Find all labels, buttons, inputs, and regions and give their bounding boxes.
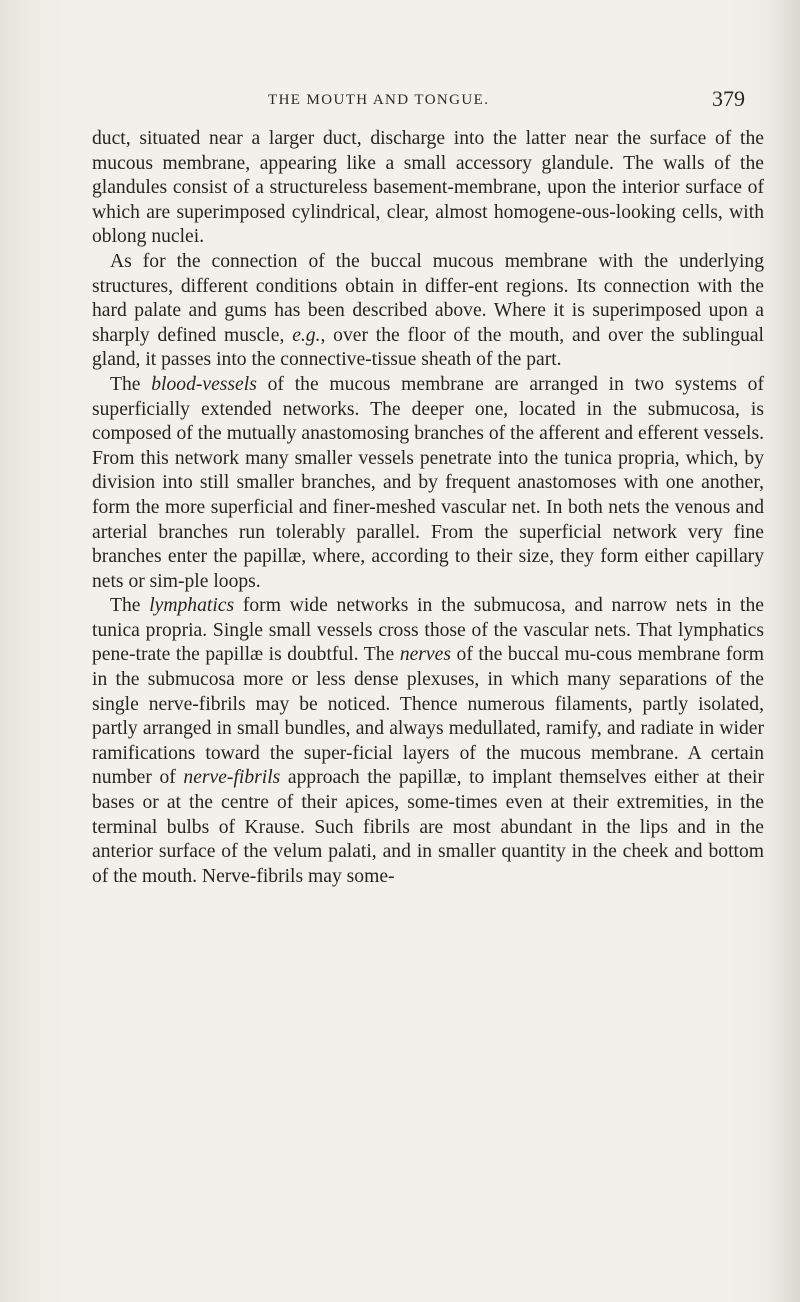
italic-term: e.g.	[292, 324, 321, 346]
paragraph-blood-vessels	[92, 373, 764, 594]
page-header	[0, 86, 800, 116]
text-run: form wide networks in the submucosa, and narrow nets in the tunica propria. Single small vessels cross those of the vascular nets. That lymphatics pene-trate the papillæ is doubtful. The	[92, 595, 764, 666]
paragraph-glandules	[92, 127, 764, 250]
text-run: approach the papillæ, to implant themselves either at their bases or at the centre of their apices, some-times even at their extremities, in the terminal bulbs of Krause. Such fibrils are most abundant in the lips and in the anterior surface of the velum palati, and in smaller quantity in the cheek and bottom of the mouth. Nerve-fibrils may some-	[92, 767, 764, 887]
body-text	[92, 127, 764, 889]
text-run: The	[110, 595, 150, 617]
italic-term: nerve-fibrils	[183, 767, 281, 789]
italic-term: nerves	[399, 644, 451, 666]
text-run: of the mucous membrane are arranged in two systems of superficially extended networks. The deeper one, located in the submucosa, is composed of the mutually anastomosing branches of the afferent and efferent vessels. From this network many smaller vessels penetrate into the tunica propria, which, by division into still smaller branches, and by frequent anastomoses with one another, form the more superficial and finer-meshed vascular net. In both nets the venous and arterial branches run tolerably parallel. From the superficial network very fine branches enter the papillæ, where, according to their size, they form either capillary nets or sim-ple loops.	[92, 373, 764, 592]
italic-term: blood-vessels	[151, 373, 257, 395]
text-run: duct, situated near a larger duct, discharge into the latter near the surface of the mucous membrane, appearing like a small accessory glandule. The walls of the glandules consist of a structureless basement-membrane, upon the interior surface of which are superimposed cylindrical, clear, almost homogene-ous-looking cells, with oblong nuclei.	[92, 128, 764, 248]
text-run: , over the floor of the mouth, and over the sublingual gland, it passes into the connective-tissue sheath of the part.	[92, 324, 765, 371]
italic-term: lymphatics	[149, 595, 235, 617]
text-run: As for the connection of the buccal mucous membrane with the underlying structures, different conditions obtain in differ-ent regions. Its connection with the hard palate and gums has been described above. Where it is superimposed upon a sharply defined muscle,	[92, 250, 764, 346]
running-head: THE MOUTH AND TONGUE.	[268, 92, 490, 108]
text-run: of the buccal mu-cous membrane form in the submucosa more or less dense plexuses, in which many separations of the single nerve-fibrils may be noticed. Thence numerous filaments, partly isolated, partly arranged in small bundles, and always medullated, ramify, and radiate in wider ramifications toward the super-ficial layers of the mucous membrane. A certain number of	[92, 644, 764, 789]
paragraph-connection	[92, 250, 764, 373]
page-number: 379	[712, 86, 745, 111]
paragraph-lymphatics-nerves	[92, 594, 764, 889]
text-run: The	[110, 373, 152, 395]
